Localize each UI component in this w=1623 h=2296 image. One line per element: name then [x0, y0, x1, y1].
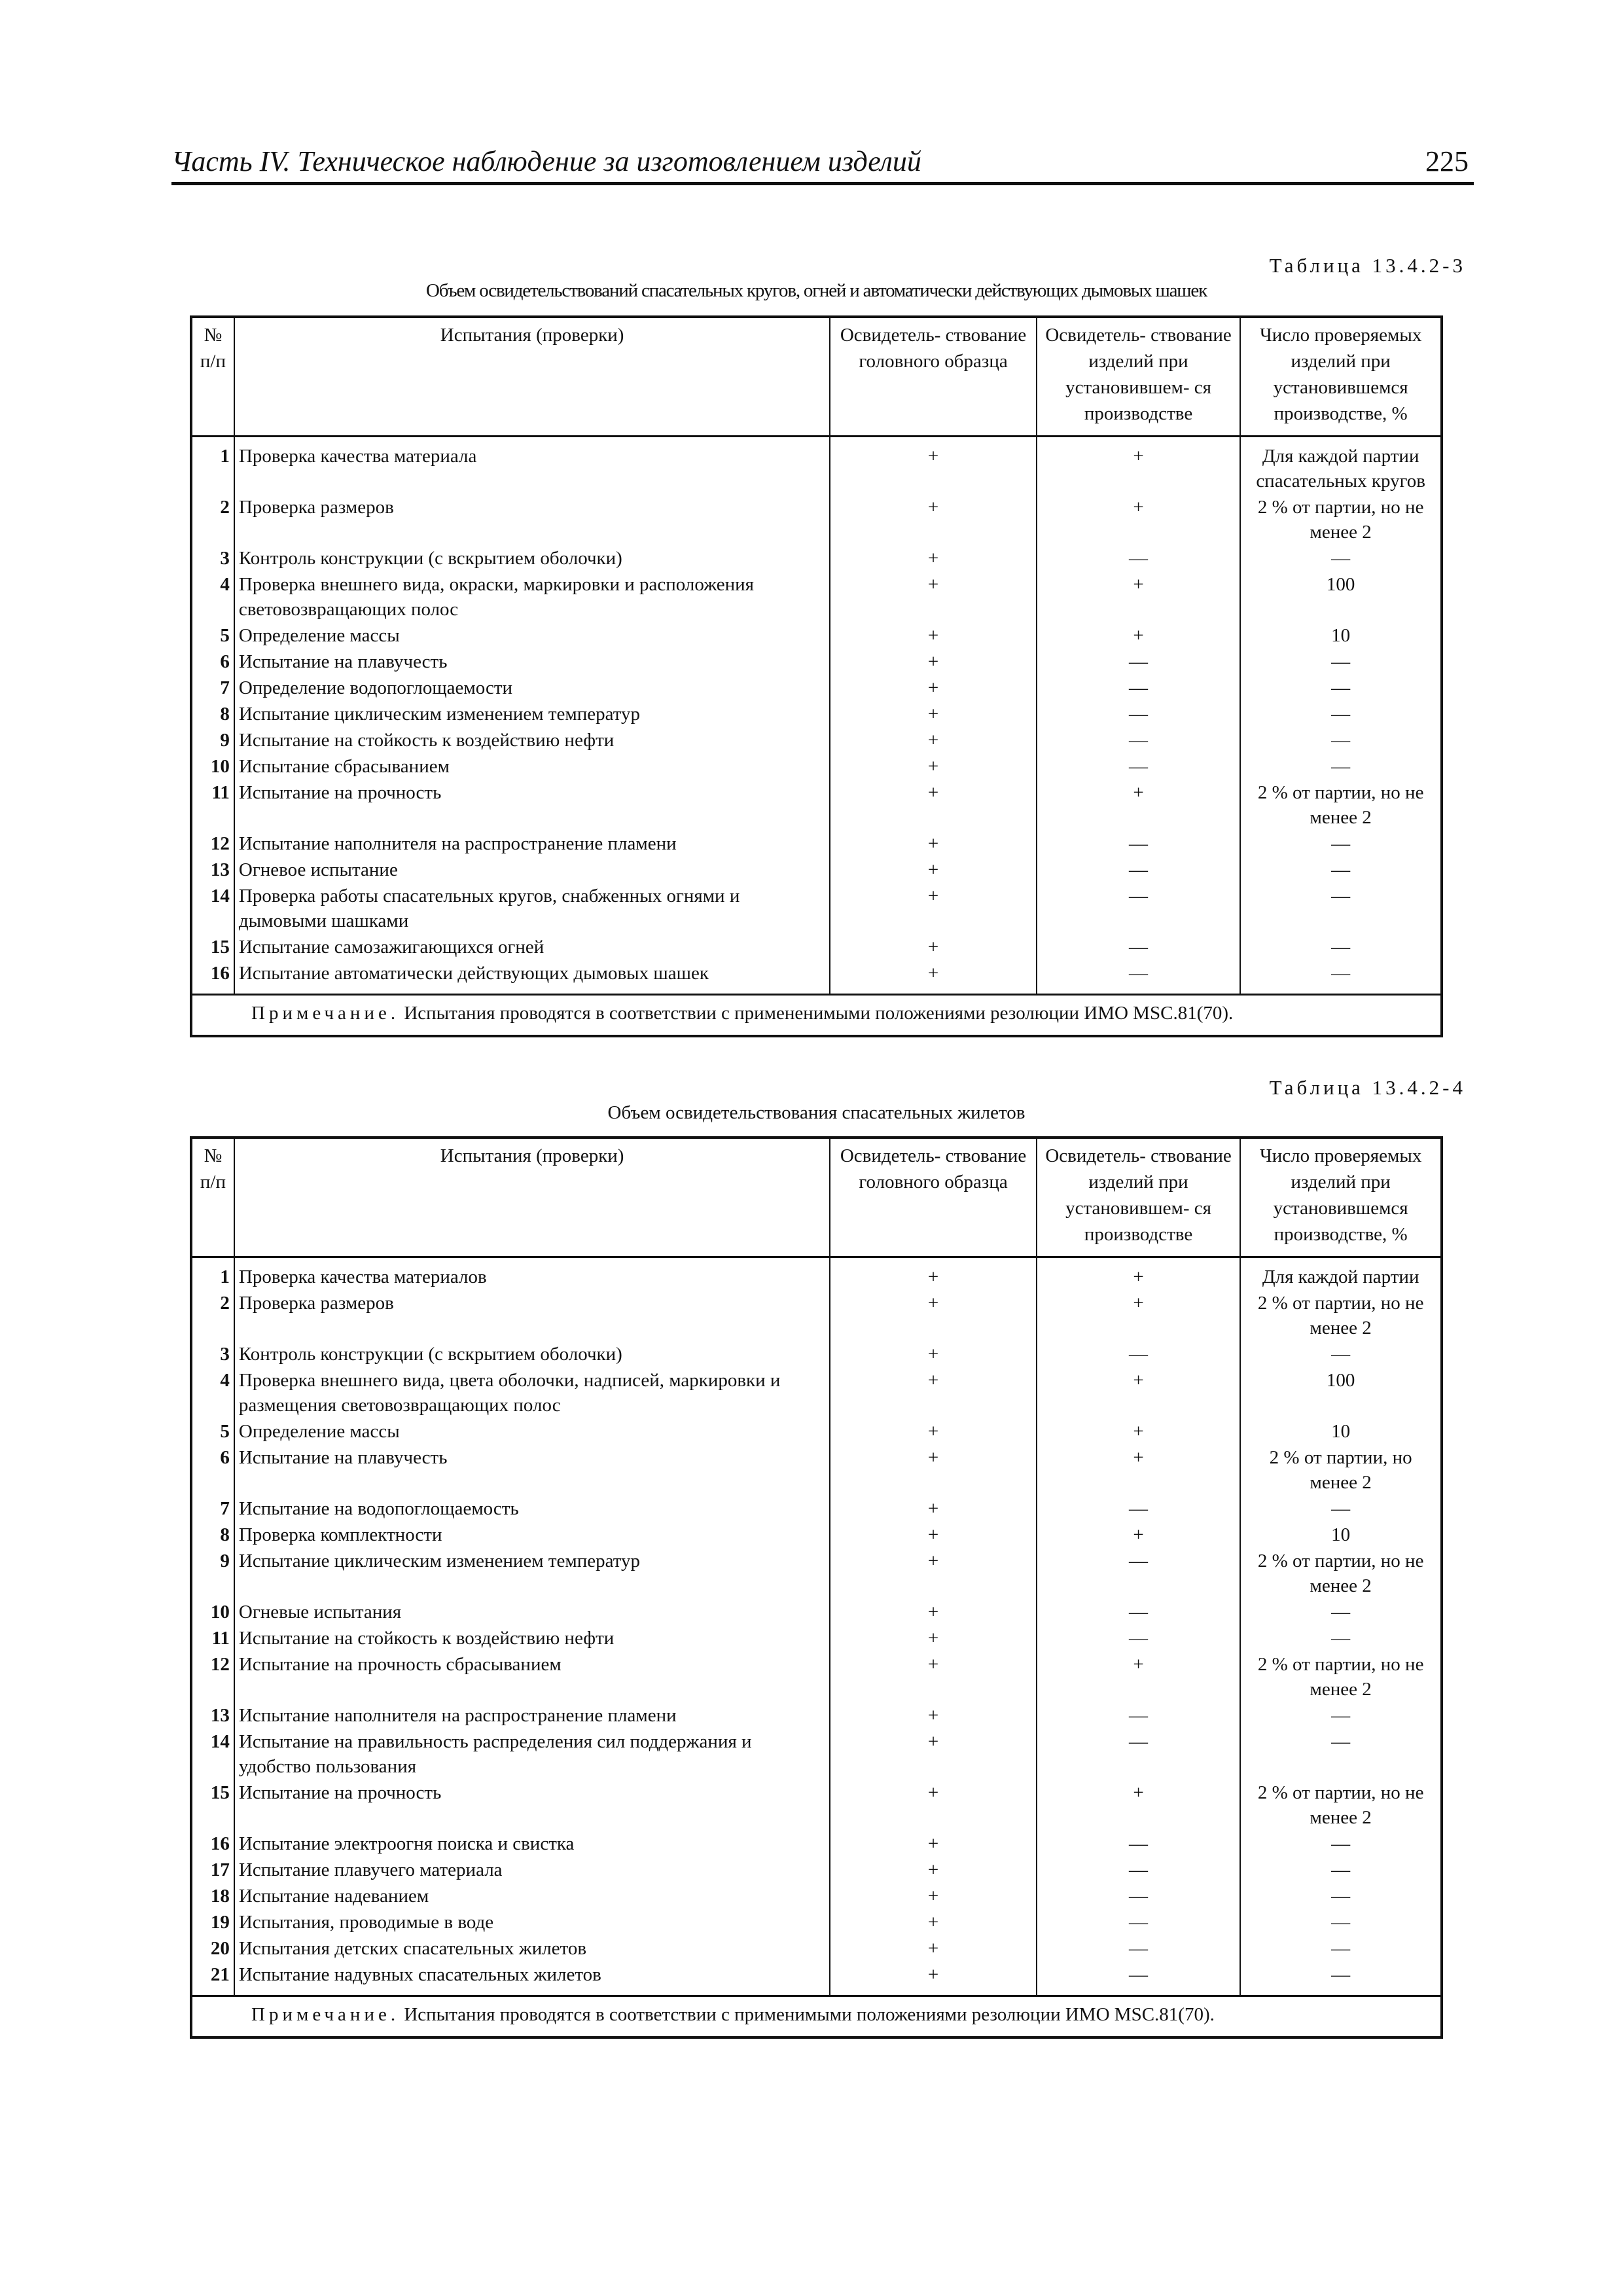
test-name: Определение водопоглощаемости — [234, 675, 830, 701]
table-row — [191, 1962, 1442, 1996]
col-count-header: Число проверяемых изделий при установившемся производстве, % — [1240, 1138, 1442, 1257]
test-name: Испытание надувных спасательных жилетов — [234, 1962, 830, 1996]
row-number: 6 — [191, 649, 234, 675]
prototype-mark: + — [830, 1418, 1036, 1444]
row-number: 6 — [191, 1444, 234, 1496]
serial-mark: — — [1037, 1599, 1241, 1625]
count-value: 2 % от партии, но не менее 2 — [1240, 1290, 1442, 1341]
table-row — [191, 934, 1442, 960]
table-row — [191, 571, 1442, 622]
table-row — [191, 727, 1442, 753]
prototype-mark: + — [830, 753, 1036, 780]
test-name: Проверка внешнего вида, окраски, маркировки и расположения световозвращающих полос — [234, 571, 830, 622]
table-row — [191, 622, 1442, 649]
test-name: Определение массы — [234, 622, 830, 649]
note-label: Примечание. — [251, 2004, 400, 2025]
serial-mark: — — [1037, 1883, 1241, 1909]
table2-body — [191, 1257, 1442, 1996]
prototype-mark: + — [830, 1290, 1036, 1341]
table-row — [191, 1290, 1442, 1341]
count-value: 2 % от партии, но не менее 2 — [1240, 1651, 1442, 1702]
serial-mark: — — [1037, 1625, 1241, 1651]
test-name: Испытание на стойкость к воздействию нефти — [234, 727, 830, 753]
prototype-mark: + — [830, 1857, 1036, 1883]
table1-note — [191, 995, 1442, 1037]
prototype-mark: + — [830, 1444, 1036, 1496]
page-number: 225 — [1425, 145, 1469, 177]
row-number: 2 — [191, 494, 234, 545]
count-value: — — [1240, 675, 1442, 701]
table-row — [191, 1909, 1442, 1935]
serial-mark: — — [1037, 1909, 1241, 1935]
prototype-mark: + — [830, 1599, 1036, 1625]
test-name: Контроль конструкции (с вскрытием оболочки) — [234, 545, 830, 571]
prototype-mark: + — [830, 883, 1036, 934]
col-test-header: Испытания (проверки) — [234, 1138, 830, 1257]
serial-mark: + — [1037, 1290, 1241, 1341]
table-row — [191, 1857, 1442, 1883]
test-name: Испытание плавучего материала — [234, 1857, 830, 1883]
row-number: 5 — [191, 622, 234, 649]
serial-mark: — — [1037, 545, 1241, 571]
count-value: — — [1240, 1625, 1442, 1651]
table2-caption: Объем освидетельствования спасательных жилетов — [607, 1102, 1026, 1123]
row-number: 21 — [191, 1962, 234, 1996]
table1-note-cell — [191, 995, 1442, 1037]
table-row — [191, 545, 1442, 571]
row-number: 20 — [191, 1935, 234, 1962]
table-row — [191, 1257, 1442, 1291]
prototype-mark: + — [830, 675, 1036, 701]
serial-mark: + — [1037, 622, 1241, 649]
test-name: Огневые испытания — [234, 1599, 830, 1625]
test-name: Испытание на плавучесть — [234, 1444, 830, 1496]
row-number: 5 — [191, 1418, 234, 1444]
table2-header-row — [191, 1138, 1442, 1257]
count-value: — — [1240, 1702, 1442, 1729]
row-number: 10 — [191, 753, 234, 780]
table2-label: Таблица 13.4.2-4 — [1269, 1076, 1466, 1099]
count-value: — — [1240, 1935, 1442, 1962]
serial-mark: + — [1037, 1257, 1241, 1291]
note-text: Испытания проводятся в соответствии с примененимыми положениями резолюции ИМО MSC.81(70). — [404, 1003, 1234, 1024]
serial-mark: + — [1037, 437, 1241, 495]
row-number: 11 — [191, 780, 234, 831]
test-name: Испытание на прочность сбрасыванием — [234, 1651, 830, 1702]
table1-label: Таблица 13.4.2-3 — [1269, 254, 1466, 277]
serial-mark: — — [1037, 1702, 1241, 1729]
table-row — [191, 1599, 1442, 1625]
count-value: — — [1240, 1962, 1442, 1996]
test-name: Проверка внешнего вида, цвета оболочки, надписей, маркировки и размещения световозвращающих полос — [234, 1367, 830, 1418]
prototype-mark: + — [830, 1522, 1036, 1548]
table-row — [191, 675, 1442, 701]
row-number: 15 — [191, 1780, 234, 1831]
count-value: — — [1240, 545, 1442, 571]
row-number: 3 — [191, 545, 234, 571]
serial-mark: — — [1037, 701, 1241, 727]
count-value: 2 % от партии, но не менее 2 — [1240, 1780, 1442, 1831]
count-value: — — [1240, 649, 1442, 675]
col-prototype-header: Освидетель- ствование головного образца — [830, 1138, 1036, 1257]
table-row — [191, 883, 1442, 934]
row-number: 1 — [191, 437, 234, 495]
test-name: Испытание наполнителя на распространение пламени — [234, 1702, 830, 1729]
test-name: Контроль конструкции (с вскрытием оболочки) — [234, 1341, 830, 1367]
table-row — [191, 1418, 1442, 1444]
prototype-mark: + — [830, 1831, 1036, 1857]
prototype-mark: + — [830, 1702, 1036, 1729]
prototype-mark: + — [830, 437, 1036, 495]
table1-body — [191, 437, 1442, 995]
count-value: — — [1240, 1883, 1442, 1909]
row-number: 17 — [191, 1857, 234, 1883]
row-number: 7 — [191, 1496, 234, 1522]
table-row — [191, 1935, 1442, 1962]
table-row — [191, 960, 1442, 995]
serial-mark: — — [1037, 1962, 1241, 1996]
prototype-mark: + — [830, 1909, 1036, 1935]
row-number: 12 — [191, 1651, 234, 1702]
serial-mark: — — [1037, 1857, 1241, 1883]
prototype-mark: + — [830, 1962, 1036, 1996]
serial-mark: — — [1037, 1935, 1241, 1962]
serial-mark: — — [1037, 857, 1241, 883]
col-prototype-header: Освидетель- ствование головного образца — [830, 317, 1036, 437]
count-value: 10 — [1240, 1522, 1442, 1548]
col-num-header: № п/п — [191, 1138, 234, 1257]
prototype-mark: + — [830, 701, 1036, 727]
prototype-mark: + — [830, 622, 1036, 649]
serial-mark: — — [1037, 1729, 1241, 1780]
row-number: 11 — [191, 1625, 234, 1651]
test-name: Огневое испытание — [234, 857, 830, 883]
prototype-mark: + — [830, 934, 1036, 960]
count-value: 100 — [1240, 1367, 1442, 1418]
row-number: 13 — [191, 1702, 234, 1729]
prototype-mark: + — [830, 494, 1036, 545]
test-name: Определение массы — [234, 1418, 830, 1444]
row-number: 8 — [191, 1522, 234, 1548]
note-text: Испытания проводятся в соответствии с применимыми положениями резолюции ИМО MSC.81(70). — [404, 2004, 1215, 2025]
serial-mark: — — [1037, 960, 1241, 995]
count-value: 2 % от партии, но не менее 2 — [1240, 494, 1442, 545]
prototype-mark: + — [830, 1729, 1036, 1780]
test-name: Испытание циклическим изменением температур — [234, 1548, 830, 1599]
row-number: 1 — [191, 1257, 234, 1291]
count-value: 10 — [1240, 622, 1442, 649]
test-name: Испытание циклическим изменением температур — [234, 701, 830, 727]
table2-note — [191, 1996, 1442, 2038]
count-value: — — [1240, 831, 1442, 857]
serial-mark: — — [1037, 1341, 1241, 1367]
prototype-mark: + — [830, 1341, 1036, 1367]
prototype-mark: + — [830, 1935, 1036, 1962]
count-value: Для каждой партии — [1240, 1257, 1442, 1291]
test-name: Испытания, проводимые в воде — [234, 1909, 830, 1935]
table-row — [191, 1651, 1442, 1702]
prototype-mark: + — [830, 1548, 1036, 1599]
count-value: — — [1240, 1909, 1442, 1935]
count-value: — — [1240, 1831, 1442, 1857]
test-name: Проверка размеров — [234, 494, 830, 545]
count-value: 10 — [1240, 1418, 1442, 1444]
count-value: — — [1240, 701, 1442, 727]
test-name: Испытание на прочность — [234, 1780, 830, 1831]
serial-mark: + — [1037, 780, 1241, 831]
test-name: Испытания детских спасательных жилетов — [234, 1935, 830, 1962]
test-name: Проверка качества материала — [234, 437, 830, 495]
count-value: — — [1240, 753, 1442, 780]
row-number: 4 — [191, 1367, 234, 1418]
count-value: — — [1240, 883, 1442, 934]
table-row — [191, 1625, 1442, 1651]
row-number: 10 — [191, 1599, 234, 1625]
test-name: Испытание наполнителя на распространение пламени — [234, 831, 830, 857]
table-row — [191, 1702, 1442, 1729]
col-num-header: № п/п — [191, 317, 234, 437]
row-number: 9 — [191, 1548, 234, 1599]
count-value: 2 % от партии, но не менее 2 — [1240, 780, 1442, 831]
table1-caption: Объем освидетельствований спасательных кругов, огней и автоматически действующих дымовых шашек — [426, 280, 1207, 301]
table1 — [190, 315, 1443, 1037]
serial-mark: — — [1037, 727, 1241, 753]
serial-mark: + — [1037, 1780, 1241, 1831]
serial-mark: + — [1037, 494, 1241, 545]
prototype-mark: + — [830, 1883, 1036, 1909]
test-name: Проверка качества материалов — [234, 1257, 830, 1291]
test-name: Испытание сбрасыванием — [234, 753, 830, 780]
serial-mark: + — [1037, 1367, 1241, 1418]
count-value: Для каждой партии спасательных кругов — [1240, 437, 1442, 495]
serial-mark: — — [1037, 1548, 1241, 1599]
count-value: 2 % от партии, но не менее 2 — [1240, 1548, 1442, 1599]
running-header — [171, 143, 1474, 185]
test-name: Испытание автоматически действующих дымовых шашек — [234, 960, 830, 995]
prototype-mark: + — [830, 1367, 1036, 1418]
table-row — [191, 780, 1442, 831]
row-number: 14 — [191, 883, 234, 934]
prototype-mark: + — [830, 571, 1036, 622]
table-row — [191, 1341, 1442, 1367]
test-name: Испытание на плавучесть — [234, 649, 830, 675]
serial-mark: — — [1037, 675, 1241, 701]
table2-note-cell — [191, 1996, 1442, 2038]
row-number: 16 — [191, 960, 234, 995]
row-number: 13 — [191, 857, 234, 883]
col-serial-header: Освидетель- ствование изделий при установившем- ся производстве — [1037, 317, 1241, 437]
running-title: Часть IV. Техническое наблюдение за изготовлением изделий — [171, 145, 921, 177]
prototype-mark: + — [830, 1496, 1036, 1522]
test-name: Испытание на прочность — [234, 780, 830, 831]
serial-mark: — — [1037, 934, 1241, 960]
row-number: 9 — [191, 727, 234, 753]
prototype-mark: + — [830, 960, 1036, 995]
row-number: 4 — [191, 571, 234, 622]
count-value: — — [1240, 727, 1442, 753]
prototype-mark: + — [830, 649, 1036, 675]
test-name: Проверка размеров — [234, 1290, 830, 1341]
serial-mark: — — [1037, 753, 1241, 780]
row-number: 3 — [191, 1341, 234, 1367]
test-name: Проверка работы спасательных кругов, снабженных огнями и дымовыми шашками — [234, 883, 830, 934]
note-label: Примечание. — [251, 1003, 400, 1024]
serial-mark: — — [1037, 1496, 1241, 1522]
table-row — [191, 494, 1442, 545]
serial-mark: — — [1037, 1831, 1241, 1857]
count-value: — — [1240, 934, 1442, 960]
row-number: 2 — [191, 1290, 234, 1341]
count-value: — — [1240, 1857, 1442, 1883]
serial-mark: — — [1037, 883, 1241, 934]
count-value: — — [1240, 1496, 1442, 1522]
table-row — [191, 437, 1442, 495]
row-number: 7 — [191, 675, 234, 701]
prototype-mark: + — [830, 1651, 1036, 1702]
prototype-mark: + — [830, 545, 1036, 571]
row-number: 19 — [191, 1909, 234, 1935]
count-value: — — [1240, 1341, 1442, 1367]
table-row — [191, 1729, 1442, 1780]
serial-mark: — — [1037, 649, 1241, 675]
table-row — [191, 1496, 1442, 1522]
test-name: Испытание на водопоглощаемость — [234, 1496, 830, 1522]
test-name: Проверка комплектности — [234, 1522, 830, 1548]
test-name: Испытание на стойкость к воздействию нефти — [234, 1625, 830, 1651]
table-row — [191, 1367, 1442, 1418]
prototype-mark: + — [830, 831, 1036, 857]
table-row — [191, 1883, 1442, 1909]
table-row — [191, 1548, 1442, 1599]
count-value: — — [1240, 1729, 1442, 1780]
serial-mark: + — [1037, 1651, 1241, 1702]
prototype-mark: + — [830, 727, 1036, 753]
serial-mark: + — [1037, 1444, 1241, 1496]
prototype-mark: + — [830, 1257, 1036, 1291]
row-number: 18 — [191, 1883, 234, 1909]
prototype-mark: + — [830, 857, 1036, 883]
serial-mark: + — [1037, 1522, 1241, 1548]
count-value: — — [1240, 1599, 1442, 1625]
row-number: 8 — [191, 701, 234, 727]
table-row — [191, 649, 1442, 675]
table-row — [191, 1780, 1442, 1831]
table-row — [191, 1522, 1442, 1548]
row-number: 12 — [191, 831, 234, 857]
table-row — [191, 701, 1442, 727]
count-value: — — [1240, 857, 1442, 883]
row-number: 14 — [191, 1729, 234, 1780]
col-serial-header: Освидетель- ствование изделий при установившем- ся производстве — [1037, 1138, 1241, 1257]
serial-mark: + — [1037, 1418, 1241, 1444]
col-test-header: Испытания (проверки) — [234, 317, 830, 437]
test-name: Испытание на правильность распределения сил поддержания и удобство пользования — [234, 1729, 830, 1780]
prototype-mark: + — [830, 780, 1036, 831]
table2 — [190, 1136, 1443, 2039]
row-number: 15 — [191, 934, 234, 960]
table-row — [191, 857, 1442, 883]
table-row — [191, 1831, 1442, 1857]
table-row — [191, 753, 1442, 780]
table1-header-row — [191, 317, 1442, 437]
serial-mark: — — [1037, 831, 1241, 857]
prototype-mark: + — [830, 1625, 1036, 1651]
count-value: — — [1240, 960, 1442, 995]
prototype-mark: + — [830, 1780, 1036, 1831]
serial-mark: + — [1037, 571, 1241, 622]
col-count-header: Число проверяемых изделий при установившемся производстве, % — [1240, 317, 1442, 437]
row-number: 16 — [191, 1831, 234, 1857]
table-row — [191, 1444, 1442, 1496]
test-name: Испытание самозажигающихся огней — [234, 934, 830, 960]
count-value: 100 — [1240, 571, 1442, 622]
count-value: 2 % от партии, но менее 2 — [1240, 1444, 1442, 1496]
test-name: Испытание надеванием — [234, 1883, 830, 1909]
test-name: Испытание электроогня поиска и свистка — [234, 1831, 830, 1857]
table-row — [191, 831, 1442, 857]
